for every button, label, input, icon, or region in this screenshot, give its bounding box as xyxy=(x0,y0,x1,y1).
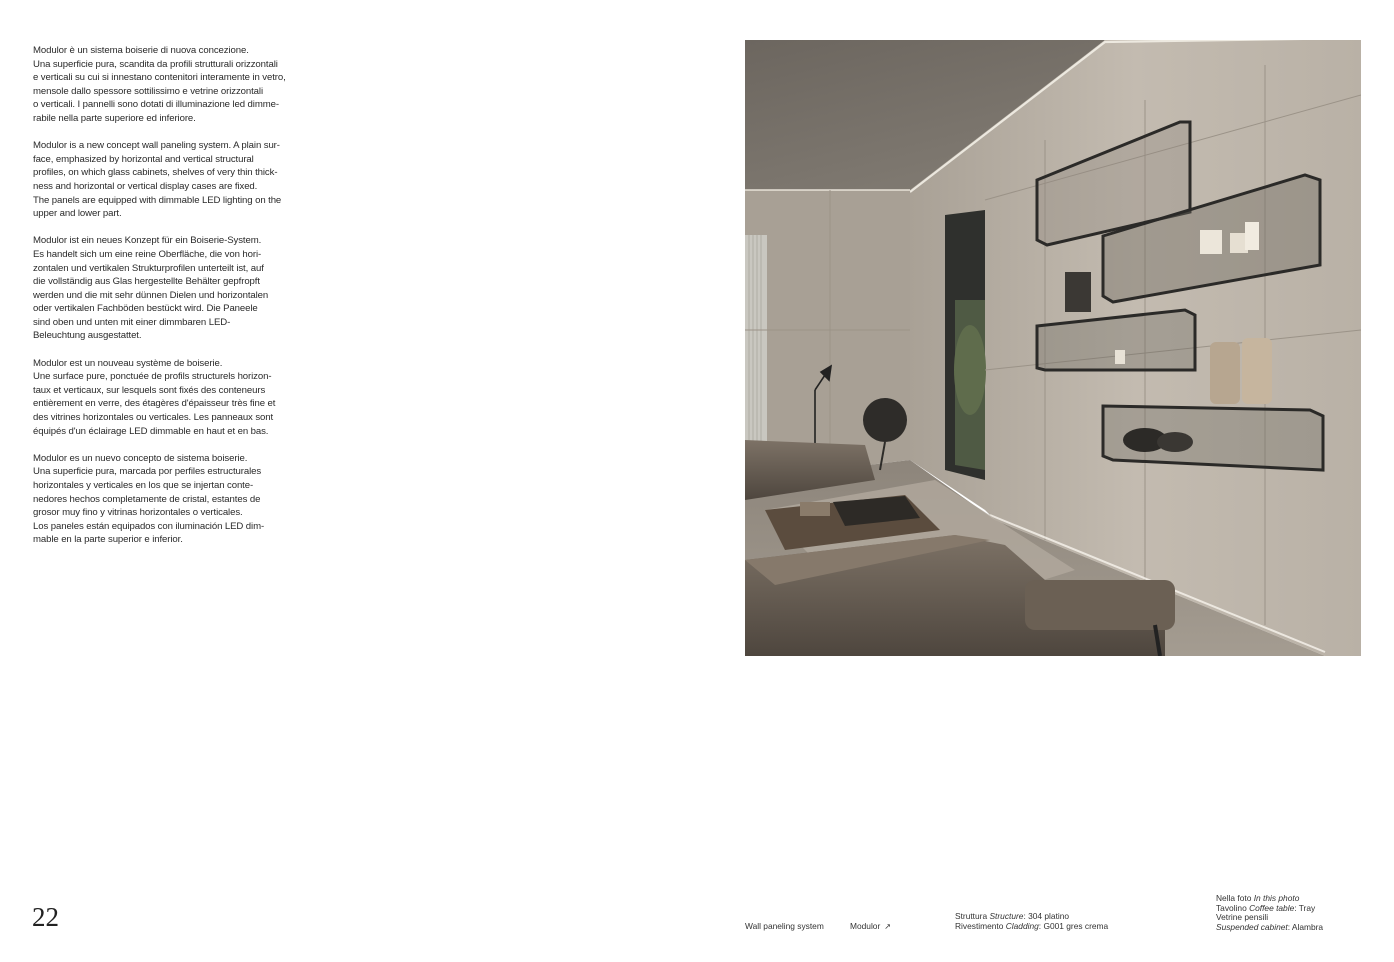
text-line: Una superficie pura, scandita da profili strutturali orizzontali xyxy=(33,58,278,70)
cladding-line: Rivestimento Cladding: G001 gres crema xyxy=(955,920,1109,931)
text-line: Une surface pure, ponctuée de profils structurels horizon- xyxy=(33,371,272,383)
text-line: horizontales y verticales en los que se injertan conte- xyxy=(33,480,254,491)
text-line: entièrement en verre, des étagères d'épaisseur très fine et xyxy=(33,398,276,410)
text-line: The panels are equipped with dimmable LED lighting on the xyxy=(33,194,282,206)
interior-photo xyxy=(745,40,1361,656)
text-line: rabile nella parte superiore ed inferiore. xyxy=(33,112,196,124)
body-paragraph xyxy=(33,452,295,547)
text-line: Modulor est un nouveau système de boiserie. xyxy=(33,357,223,369)
text-line: mensole dallo spessore sottilissimo e vetrine orizzontali xyxy=(33,85,263,97)
photo-caption-line: Nella foto In this photo xyxy=(1216,893,1300,903)
text-line: des vitrines horizontales ou verticales. Les panneaux sont xyxy=(33,412,274,424)
text-line: Modulor es un nuevo concepto de sistema boiserie. xyxy=(33,452,248,464)
text-line: zontalen und vertikalen Strukturprofilen unterteilt ist, auf xyxy=(33,262,264,274)
text-line: Modulor ist ein neues Konzept für ein Boiserie-System. xyxy=(33,235,262,247)
page-number: 22 xyxy=(32,902,59,932)
text-line: Modulor è un sistema boiserie di nuova concezione. xyxy=(33,45,249,56)
footer-photo-credits xyxy=(1216,894,1323,932)
text-line: profiles, on which glass cabinets, shelves of very thin thick- xyxy=(33,167,278,179)
window xyxy=(745,235,767,465)
speaker xyxy=(863,398,907,442)
footer-materials xyxy=(955,912,1108,931)
body-paragraph xyxy=(33,44,295,126)
text-line: mable en la parte superior e inferior. xyxy=(33,534,183,546)
coffee-table-line: Tavolino Coffee table: Tray xyxy=(1216,902,1316,913)
footer-section-label: Wall paneling system xyxy=(745,921,824,931)
text-line: équipés d'un éclairage LED dimmable en haut et en bas. xyxy=(33,425,269,437)
text-line: Es handelt sich um eine reine Oberfläche, die von hori- xyxy=(33,248,262,260)
body-paragraph xyxy=(33,357,295,439)
text-line: nedores hechos completamente de cristal, estantes de xyxy=(33,493,261,505)
cabinets-line: Vetrine pensili xyxy=(1216,912,1269,923)
text-line: Los paneles están equipados con iluminación LED dim- xyxy=(33,520,265,532)
text-line: werden und die mit sehr dünnen Dielen und horizontalen xyxy=(33,289,269,301)
text-line: e verticali su cui si innestano contenitori interamente in vetro, xyxy=(33,72,286,84)
structure-line: Struttura Structure: 304 platino xyxy=(955,911,1070,921)
footer-product-link[interactable] xyxy=(850,922,891,932)
text-line: oder vertikalen Fachböden bestückt wird. Die Paneele xyxy=(33,303,258,315)
body-text-column xyxy=(33,44,295,561)
text-line: taux et verticaux, sur lesquels sont fixés des conteneurs xyxy=(33,384,266,396)
text-line: face, emphasized by horizontal and vertical structural xyxy=(33,153,254,165)
body-paragraph xyxy=(33,234,295,343)
text-line: Una superficie pura, marcada por perfiles estructurales xyxy=(33,466,262,478)
text-line: sind oben und unten mit einer dimmbaren LED- xyxy=(33,316,231,328)
text-line: grosor muy fino y vitrinas horizontales o verticales. xyxy=(33,507,243,519)
body-paragraph xyxy=(33,139,295,221)
suspended-cabinet-line: Suspended cabinet: Alambra xyxy=(1216,921,1324,932)
text-line: ness and horizontal or vertical display cases are fixed. xyxy=(33,180,258,192)
text-line: Modulor is a new concept wall paneling system. A plain sur- xyxy=(33,140,280,152)
arrow-up-right-icon: ↗ xyxy=(884,922,891,931)
footer-product-label: Modulor xyxy=(850,921,881,931)
text-line: die vollständig aus Glas hergestellte Behälter gepfropft xyxy=(33,276,260,288)
text-line: Beleuchtung ausgestattet. xyxy=(33,330,142,342)
text-line: upper and lower part. xyxy=(33,208,122,220)
text-line: o verticali. I pannelli sono dotati di illuminazione led dimme- xyxy=(33,99,279,111)
